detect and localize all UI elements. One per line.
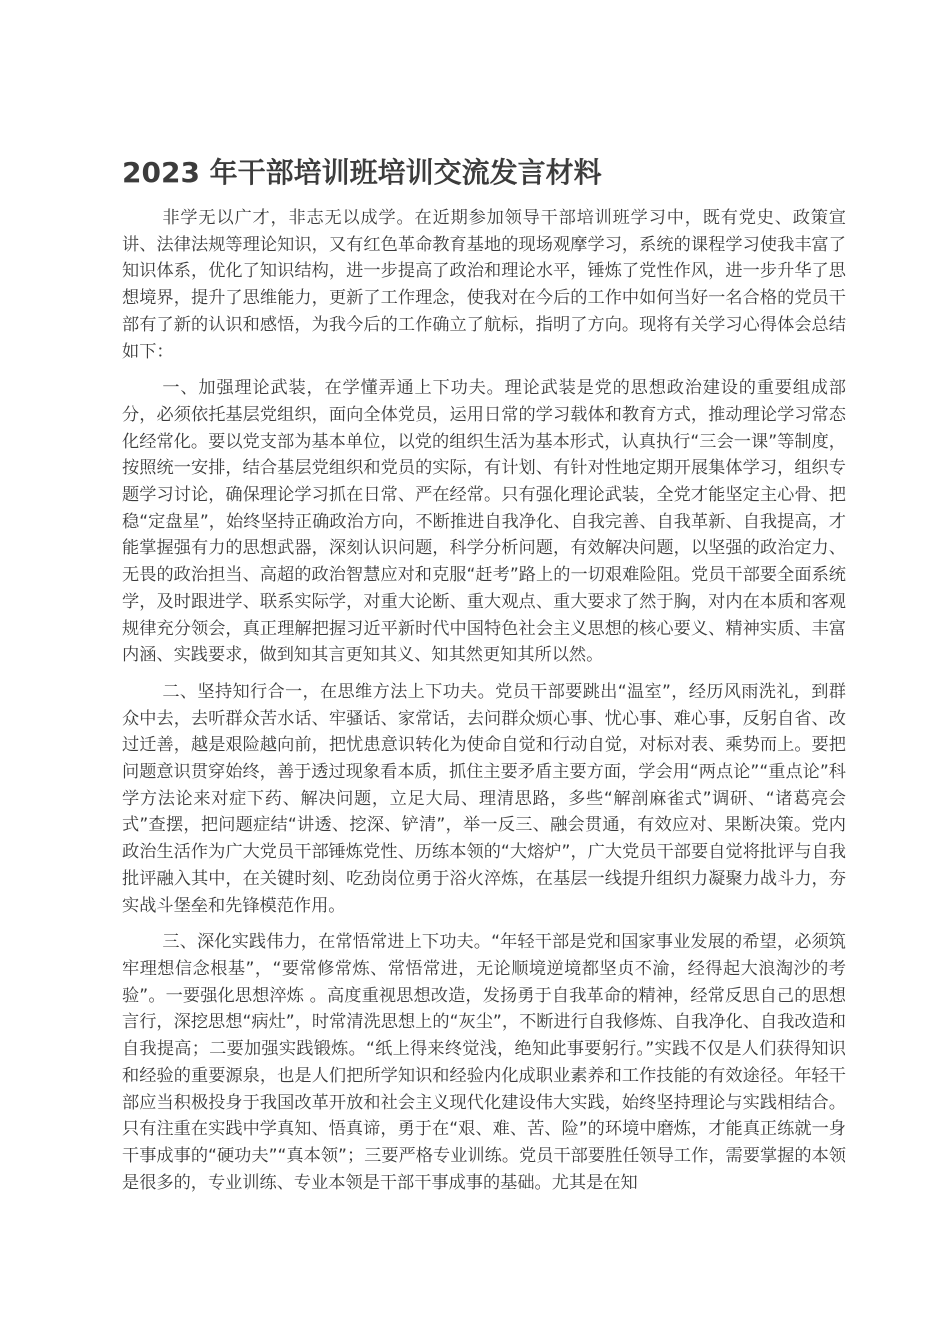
paragraph-section-3: 三、深化实践伟力，在常悟常进上下功夫。“年轻干部是党和国家事业发展的希望，必须筑牢理想信念根基”，“要常修常炼、常悟常进，无论顺境逆境都坚贞不渝，经得起大浪淘沙的考验”。一要强化思想淬炼 。高度重视思想改造，发扬勇于自我革命的精神，经常反思自己的思想言行，深挖思想“病灶”，时常清洗思想上的“灰尘”，不断进行自我修炼、自我净化、自我改造和自我提高；二要加强实践锻炼。“纸上得来终觉浅，绝知此事要躬行。”实践不仅是人们获得知识和经验的重要源泉，也是人们把所学知识和经验内化成职业素养和工作技能的有效途径。年轻干部应当积极投身于我国改革开放和社会主义现代化建设伟大实践，始终坚持理论与实践相结合。只有注重在实践中学真知、悟真谛，勇于在“艰、难、苦、险”的环境中磨炼，才能真正练就一身干事成事的“硬功夫”“真本领”；三要严格专业训练。党员干部要胜任领导工作，需要掌握的本领是很多的，专业训练、专业本领是干部干事成事的基础。尤其是在知 (122, 932, 846, 1193)
document-body (122, 205, 846, 1196)
paragraph-section-1: 一、加强理论武装，在学懂弄通上下功夫。理论武装是党的思想政治建设的重要组成部分，必须依托基层党组织，面向全体党员，运用日常的学习载体和教育方式，推动理论学习常态化经常化。要以党支部为基本单位，以党的组织生活为基本形式，认真执行“三会一课”等制度，按照统一安排，结合基层党组织和党员的实际，有计划、有针对性地定期开展集体学习，组织专题学习讨论，确保理论学习抓在日常、严在经常。只有强化理论武装，全党才能坚定主心骨、把稳“定盘星”，始终坚持正确政治方向，不断推进自我净化、自我完善、自我革新、自我提高，才能掌握强有力的思想武器，深刻认识问题，科学分析问题，有效解决问题，以坚强的政治定力、无畏的政治担当、高超的政治智慧应对和克服“赶考”路上的一切艰难险阻。党员干部要全面系统学，及时跟进学、联系实际学，对重大论断、重大观点、重大要求了然于胸，对内在本质和客观规律充分领会，真正理解把握习近平新时代中国特色社会主义思想的核心要义、精神实质、丰富内涵、实践要求，做到知其言更知其义、知其然更知其所以然。 (122, 378, 846, 666)
document-title: 2023 年干部培训班培训交流发言材料 (122, 156, 602, 189)
paragraph-intro: 非学无以广才，非志无以成学。在近期参加领导干部培训班学习中，既有党史、政策宣讲、法律法规等理论知识，又有红色革命教育基地的现场观摩学习，系统的课程学习使我丰富了知识体系，优化了知识结构，进一步提高了政治和理论水平，锤炼了党性作风，进一步升华了思想境界，提升了思维能力，更新了工作理念，使我对在今后的工作中如何当好一名合格的党员干部有了新的认识和感悟，为我今后的工作确立了航标，指明了方向。现将有关学习心得体会总结如下： (122, 208, 846, 362)
paragraph-section-2: 二、坚持知行合一，在思维方法上下功夫。党员干部要跳出“温室”，经历风雨洗礼，到群众中去，去听群众苦水话、牢骚话、家常话，去问群众烦心事、忧心事、难心事，反躬自省、改过迁善，越是艰险越向前，把忧患意识转化为使命自觉和行动自觉，对标对表、乘势而上。要把问题意识贯穿始终，善于透过现象看本质，抓住主要矛盾主要方面，学会用“两点论”“重点论”科学方法论来对症下药、解决问题，立足大局、理清思路，多些“解剖麻雀式”调研、“诸葛亮会式”查摆，把问题症结“讲透、挖深、铲清”，举一反三、融会贯通，有效应对、果断决策。党内政治生活作为广大党员干部锤炼党性、历练本领的“大熔炉”，广大党员干部要自觉将批评与自我批评融入其中，在关键时刻、吃劲岗位勇于浴火淬炼，在基层一线提升组织力凝聚力战斗力，夯实战斗堡垒和先锋模范作用。 (122, 681, 846, 916)
